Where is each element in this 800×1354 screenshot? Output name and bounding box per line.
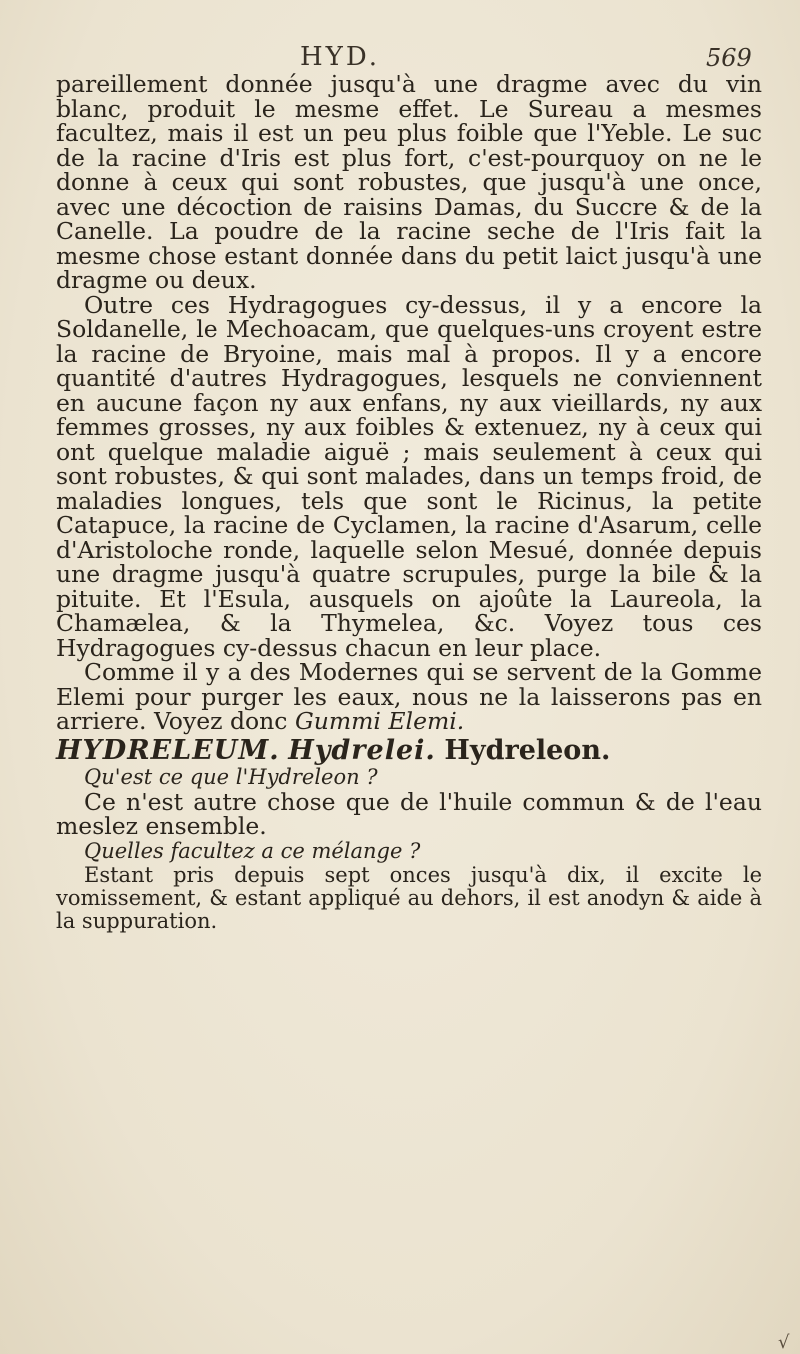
question-2: Quelles facultez a ce mélange ?	[84, 838, 421, 863]
entry-french: Hydreleon.	[444, 734, 611, 766]
paragraph-continuation: pareillement donnée jusqu'à une dragme avec du vin blanc, produit le mesme effet. Le Sureau a mesmes facultez, mais il est un peu plus foible que l'Yeble. Le suc de la racine d'Iris est plus fort, c'est-pourquoy on ne le donne à ceux qui sont robustes, que jusqu'à une once, avec une décoction de raisins Damas, du Succre & de la Canelle. La poudre de la racine seche de l'Iris fait la mesme chose estant donnée dans du petit laict jusqu'à une dragme ou deux.	[56, 70, 762, 294]
answer-1: Ce n'est autre chose que de l'huile commun & de l'eau meslez ensemble.	[56, 787, 762, 840]
running-head: HYD.	[300, 42, 381, 72]
entry-latin: HYDRELEUM.	[56, 734, 280, 766]
body-text	[56, 72, 762, 933]
answer-2: Estant pris depuis sept onces jusqu'à dix, il excite le vomissement, & estant appliqué au dehors, il est anodyn & aide à la suppuration.	[56, 862, 762, 933]
page-number: 569	[706, 44, 752, 72]
question-1: Qu'est ce que l'Hydreleon ?	[84, 764, 378, 789]
cross-reference: Gummi Elemi.	[294, 707, 465, 735]
paragraph-hydragogues: Outre ces Hydragogues cy-dessus, il y a encore la Soldanelle, le Mechoacam, que quelques-uns croyent estre la racine de Bryoine, mais mal à propos. Il y a encore quantité d'autres Hydragogues, lesquels ne conviennent en aucune façon ny aux enfans, ny aux vieillards, ny aux femmes grosses, ny aux foibles & extenuez, ny à ceux qui ont quelque maladie aiguë ; mais seulement à ceux qui sont robustes, & qui sont malades, dans un temps froid, de maladies longues, tels que sont le Ricinus, la petite Catapuce, la racine de Cyclamen, la racine d'Asarum, celle d'Aristoloche ronde, laquelle selon Mesué, donnée depuis une dragme jusqu'à quatre scrupules, purge la bile & la pituite. Et l'Esula, ausquels on ajoûte la Laureola, la Chamælea, & la Thymelea, &c. Voyez tous ces Hydragogues cy-dessus chacun en leur place.	[56, 290, 762, 662]
entry-latin-genitive: Hydrelei.	[288, 734, 436, 766]
page-header	[0, 40, 800, 74]
paragraph-elemi	[56, 660, 762, 734]
corner-mark: √	[778, 1332, 790, 1353]
entry-heading	[56, 736, 762, 765]
elemi-text: Comme il y a des Modernes qui se servent de la Gomme Elemi pour purger les eaux, nous ne la laisserons pas en arriere. Voyez donc	[56, 658, 762, 735]
